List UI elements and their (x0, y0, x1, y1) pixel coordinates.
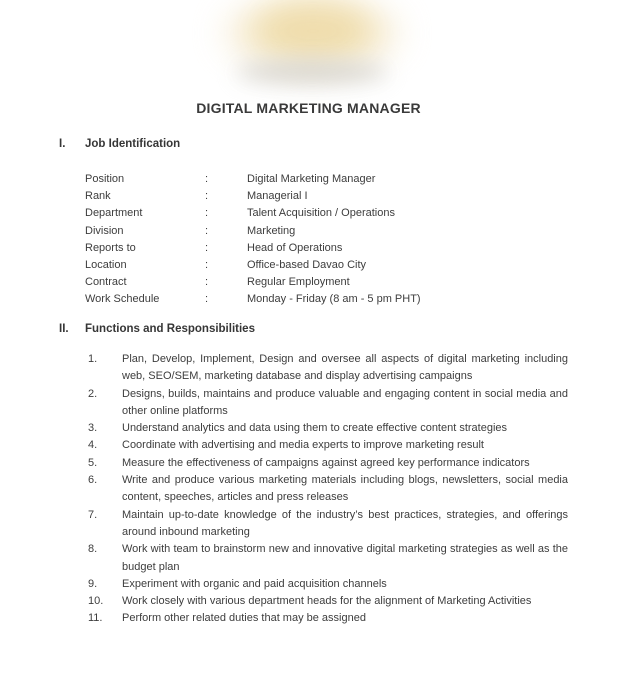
job-identification-table (85, 171, 565, 309)
list-item-number: 10. (88, 595, 104, 608)
list-item-text: Perform other related duties that may be assigned (122, 612, 366, 625)
table-row (85, 291, 565, 308)
table-row (85, 257, 565, 274)
field-value: Regular Employment (247, 276, 350, 289)
list-item-number: 9. (88, 577, 98, 590)
field-label: Location (85, 259, 127, 272)
field-separator: : (205, 241, 209, 254)
section-heading-functions-responsibilities (59, 323, 255, 335)
list-item-number: 5. (88, 456, 98, 469)
table-row (85, 240, 565, 257)
section-numeral: I. (59, 138, 66, 150)
table-row (85, 188, 565, 205)
list-item-number: 8. (88, 543, 98, 556)
field-label: Rank (85, 190, 111, 203)
field-value: Monday - Friday (8 am - 5 pm PHT) (247, 293, 421, 306)
field-value: Talent Acquisition / Operations (247, 207, 395, 220)
list-item-text: Measure the effectiveness of campaigns against agreed key performance indicators (122, 456, 530, 469)
logo-blur-beige (254, 2, 372, 60)
field-label: Contract (85, 276, 127, 289)
field-label: Position (85, 173, 125, 185)
field-label: Reports to (85, 241, 136, 254)
list-item-number: 1. (88, 353, 98, 365)
list-item (88, 386, 568, 421)
list-item-text: Understand analytics and data using them to create effective content strategies (122, 422, 508, 435)
section-heading-job-identification (59, 138, 180, 150)
list-item-text: Maintain up-to-date knowledge of the industry’s best practices, strategies, and offerings around inbound marketing (122, 508, 568, 538)
field-separator: : (205, 207, 209, 220)
field-separator: : (205, 259, 209, 272)
list-item (88, 437, 568, 454)
field-value: Office-based Davao City (247, 259, 367, 272)
list-item (88, 576, 568, 593)
list-item (88, 420, 568, 437)
field-label: Department (85, 207, 143, 220)
list-item-text: Coordinate with advertising and media experts to improve marketing result (122, 439, 484, 452)
list-item-text: Plan, Develop, Implement, Design and oversee all aspects of digital marketing including web, SEO/SEM, marketing database and display advertising campaigns (122, 353, 568, 383)
list-item (88, 541, 568, 576)
field-separator: : (205, 190, 209, 203)
list-item (88, 593, 568, 610)
field-separator: : (205, 276, 209, 289)
field-separator: : (205, 224, 209, 237)
page-title: DIGITAL MARKETING MANAGER (196, 100, 421, 116)
field-label: Division (85, 224, 124, 237)
table-row (85, 274, 565, 291)
field-separator: : (205, 293, 209, 306)
list-item-text: Work closely with various department heads for the alignment of Marketing Activities (122, 595, 532, 608)
logo-blur-gray (236, 60, 388, 84)
list-item-number: 11. (88, 612, 103, 625)
field-value: Head of Operations (247, 241, 343, 254)
list-item (88, 472, 568, 507)
field-value: Digital Marketing Manager (247, 173, 376, 185)
list-item (88, 507, 568, 542)
section-label: Functions and Responsibilities (85, 323, 255, 335)
list-item-number: 2. (88, 387, 98, 400)
list-item-number: 3. (88, 422, 98, 435)
list-item-number: 6. (88, 474, 98, 487)
list-item-text: Work with team to brainstorm new and innovative digital marketing strategies as well as the budget plan (122, 543, 568, 573)
company-logo-blurred (228, 2, 396, 90)
field-label: Work Schedule (85, 293, 160, 306)
field-value: Marketing (247, 224, 296, 237)
list-item-text: Experiment with organic and paid acquisition channels (122, 577, 387, 590)
list-item-number: 7. (88, 508, 98, 521)
field-value: Managerial I (247, 190, 308, 203)
functions-list (88, 351, 568, 628)
list-item (88, 610, 568, 627)
list-item-number: 4. (88, 439, 98, 452)
table-row (85, 171, 565, 188)
list-item-text: Designs, builds, maintains and produce valuable and engaging content in social media and other online platforms (122, 387, 568, 417)
table-row (85, 205, 565, 222)
field-separator: : (205, 173, 209, 185)
section-numeral: II. (59, 323, 69, 335)
section-label: Job Identification (85, 138, 181, 150)
list-item (88, 351, 568, 386)
list-item (88, 455, 568, 472)
list-item-text: Write and produce various marketing materials including blogs, newsletters, social media content, speeches, articles and press releases (122, 474, 568, 504)
table-row (85, 223, 565, 240)
